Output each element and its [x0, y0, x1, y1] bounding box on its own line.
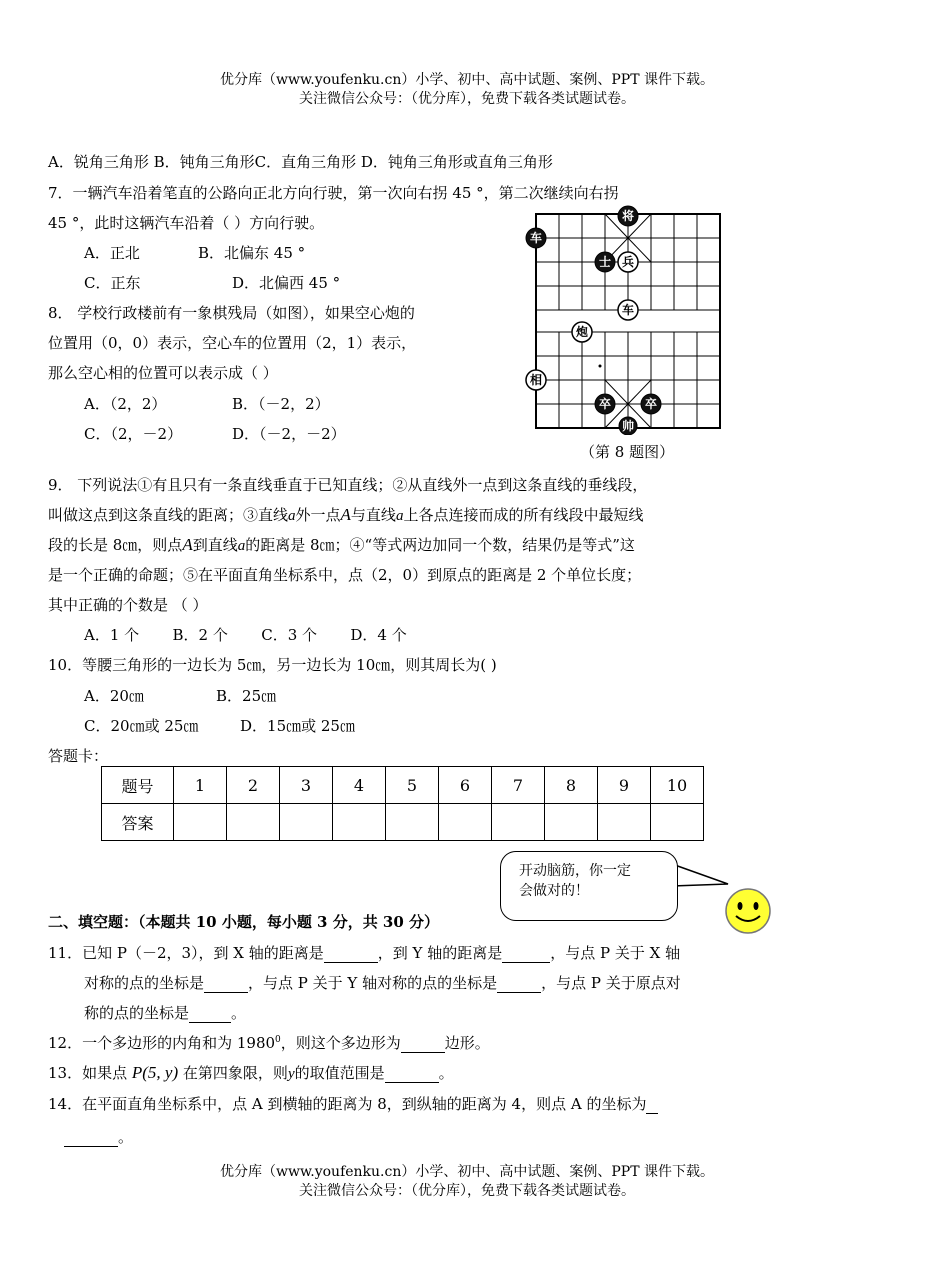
q12-line: 12．一个多边形的内角和为 1980$^0$，则这个多边形为 边形。 — [48, 1034, 490, 1052]
bubble-line-1: 开动脑筋，你一定 — [519, 863, 631, 879]
answer-card-answer-row — [102, 804, 704, 841]
q8-line-2: 位置用（0，0）表示，空心车的位置用（2，1）表示， — [48, 334, 417, 352]
number-cell: 1 — [174, 767, 227, 804]
piece-bing — [618, 252, 638, 272]
q7-option-a: A．正北 — [84, 244, 140, 262]
bubble-line-2: 会做对的！ — [519, 883, 589, 899]
q10-option-c: C．20㎝或 25㎝ — [84, 717, 199, 735]
chess-board-figure — [518, 200, 728, 435]
number-cell: 7 — [492, 767, 545, 804]
q11-line-2: 对称的点的坐标是 ，与点 P 关于 Y 轴对称的点的坐标是 ，与点 P 关于原点对 — [84, 974, 681, 992]
q8-line-3: 那么空心相的位置可以表示成（ ） — [48, 364, 278, 382]
answer-blank[interactable] — [189, 1004, 231, 1023]
answer-blank[interactable] — [385, 1064, 439, 1083]
number-cell: 2 — [227, 767, 280, 804]
q10-option-d: D．15㎝或 25㎝ — [240, 717, 355, 735]
answer-card-label: 答题卡： — [48, 747, 109, 765]
q10-line-1: 10．等腰三角形的一边长为 5㎝，另一边长为 10㎝，则其周长为( ) — [48, 656, 497, 674]
q8-line-1: 8． 学校行政楼前有一象棋残局（如图），如果空心炮的 — [48, 304, 415, 322]
piece-pao-hollow — [572, 322, 592, 342]
number-cell: 4 — [333, 767, 386, 804]
answer-cell[interactable] — [545, 804, 598, 841]
answer-cell[interactable] — [439, 804, 492, 841]
var-A: A — [340, 505, 351, 524]
q9-line-2: 叫做这点到这条直线的距离；③直线a外一点A与直线a上各点连接而成的所有线段中最短线 — [48, 505, 644, 524]
piece-zu-right — [641, 394, 661, 414]
answer-blank[interactable] — [497, 974, 541, 993]
q7-option-c: C．正东 — [84, 274, 141, 292]
number-cell: 5 — [386, 767, 439, 804]
svg-text:兵: 兵 — [621, 255, 635, 269]
number-cell: 10 — [651, 767, 704, 804]
speech-bubble — [500, 851, 678, 921]
q11-line-1: 11．已知 P（－2，3），到 X 轴的距离是 ，到 Y 轴的距离是 ，与点 P 关于 X 轴 — [48, 944, 681, 962]
point-p-expression: P(5, y) — [131, 1063, 179, 1082]
smiley-face-icon — [723, 887, 773, 935]
q8-option-d: D．（－2，－2） — [232, 425, 346, 443]
svg-text:士: 士 — [598, 255, 612, 269]
svg-text:将: 将 — [621, 209, 635, 223]
svg-text:帅: 帅 — [621, 419, 635, 433]
piece-che-black — [526, 228, 546, 248]
q14-line-1: 14．在平面直角坐标系中，点 A 到横轴的距离为 8，到纵轴的距离为 4，则点 A 的坐标为 — [48, 1093, 658, 1114]
svg-text:卒: 卒 — [644, 397, 658, 411]
q7-line-1: 7．一辆汽车沿着笔直的公路向正北方向行驶，第一次向右拐 45 °，第二次继续向右拐 — [48, 184, 619, 202]
q9-options: A．1 个 B．2 个 C．3 个 D．4 个 — [84, 626, 407, 644]
var-a: a — [288, 508, 296, 524]
var-a: a — [237, 538, 246, 554]
answer-cell[interactable] — [386, 804, 439, 841]
header-line-1: 优分库（www.youfenku.cn）小学、初中、高中试题、案例、PPT 课件下载。 — [219, 72, 714, 88]
q13-line: 13．如果点 P(5, y) 在第四象限，则y的取值范围是 。 — [48, 1063, 454, 1082]
answer-blank[interactable] — [502, 944, 550, 963]
svg-text:车: 车 — [621, 303, 635, 317]
answer-cell[interactable] — [333, 804, 386, 841]
answer-card-table — [101, 766, 704, 841]
q6-options: A．锐角三角形 B．钝角三角形C．直角三角形 D．钝角三角形或直角三角形 — [48, 153, 553, 171]
q9-line-3: 段的长是 8㎝，则点A到直线a的距离是 8㎝；④“等式两边加同一个数，结果仍是等式”这 — [48, 535, 635, 554]
answer-cell[interactable] — [227, 804, 280, 841]
q7-line-2: 45 °，此时这辆汽车沿着（ ）方向行驶。 — [48, 214, 325, 232]
number-cell: 3 — [280, 767, 333, 804]
answer-cell[interactable] — [598, 804, 651, 841]
piece-xiang-hollow — [526, 370, 546, 390]
q8-option-a: A．（2，2） — [84, 395, 167, 413]
piece-shi — [595, 252, 615, 272]
number-cell: 8 — [545, 767, 598, 804]
q14-line-2: 。 — [64, 1126, 133, 1147]
q10-option-b: B．25㎝ — [216, 687, 277, 705]
q7-option-d: D．北偏西 45 ° — [232, 274, 341, 292]
answer-cell[interactable] — [174, 804, 227, 841]
svg-text:炮: 炮 — [575, 325, 589, 339]
answer-card-number-row — [102, 767, 704, 804]
footer-line-1: 优分库（www.youfenku.cn）小学、初中、高中试题、案例、PPT 课件下载。 — [219, 1164, 714, 1180]
q7-option-b: B．北偏东 45 ° — [198, 244, 306, 262]
number-cell: 6 — [439, 767, 492, 804]
answer-cell[interactable] — [280, 804, 333, 841]
svg-text:卒: 卒 — [598, 397, 612, 411]
q9-line-1: 9． 下列说法①有且只有一条直线垂直于已知直线；②从直线外一点到这条直线的垂线段， — [48, 476, 648, 494]
answer-blank[interactable] — [401, 1034, 445, 1053]
answer-blank[interactable] — [646, 1095, 658, 1114]
q10-option-a: A．20㎝ — [84, 687, 144, 705]
piece-jiang — [618, 206, 638, 226]
q9-line-4: 是一个正确的命题；⑤在平面直角坐标系中，点（2，0）到原点的距离是 2 个单位长度； — [48, 566, 642, 584]
number-cell: 9 — [598, 767, 651, 804]
answer-blank[interactable] — [324, 944, 378, 963]
answer-blank[interactable] — [204, 974, 248, 993]
svg-text:相: 相 — [529, 373, 543, 387]
answer-cell[interactable] — [492, 804, 545, 841]
q9-line-5: 其中正确的个数是 （ ） — [48, 596, 208, 614]
answer-header-cell: 答案 — [102, 804, 174, 841]
footer-line-2: 关注微信公众号：（优分库），免费下载各类试题试卷。 — [299, 1183, 635, 1199]
var-A: A — [182, 535, 193, 554]
q11-line-3: 称的点的坐标是 。 — [84, 1004, 247, 1022]
section-2-title: 二、填空题：（本题共 10 小题，每小题 3 分，共 30 分） — [48, 913, 440, 931]
piece-zu-left — [595, 394, 615, 414]
header-line-2: 关注微信公众号：（优分库），免费下载各类试题试卷。 — [299, 91, 635, 107]
number-header-cell: 题号 — [102, 767, 174, 804]
answer-blank[interactable] — [64, 1128, 118, 1147]
var-a: a — [395, 508, 404, 524]
q8-figure-caption: （第 8 题图） — [580, 443, 675, 461]
q8-option-c: C．（2，－2） — [84, 425, 183, 443]
var-y: y — [287, 1066, 295, 1082]
svg-text:车: 车 — [529, 231, 543, 245]
bubble-tail — [670, 860, 732, 890]
piece-shuai — [619, 417, 637, 435]
q8-option-b: B．（－2，2） — [232, 395, 330, 413]
piece-che-hollow — [618, 300, 638, 320]
answer-cell[interactable] — [651, 804, 704, 841]
